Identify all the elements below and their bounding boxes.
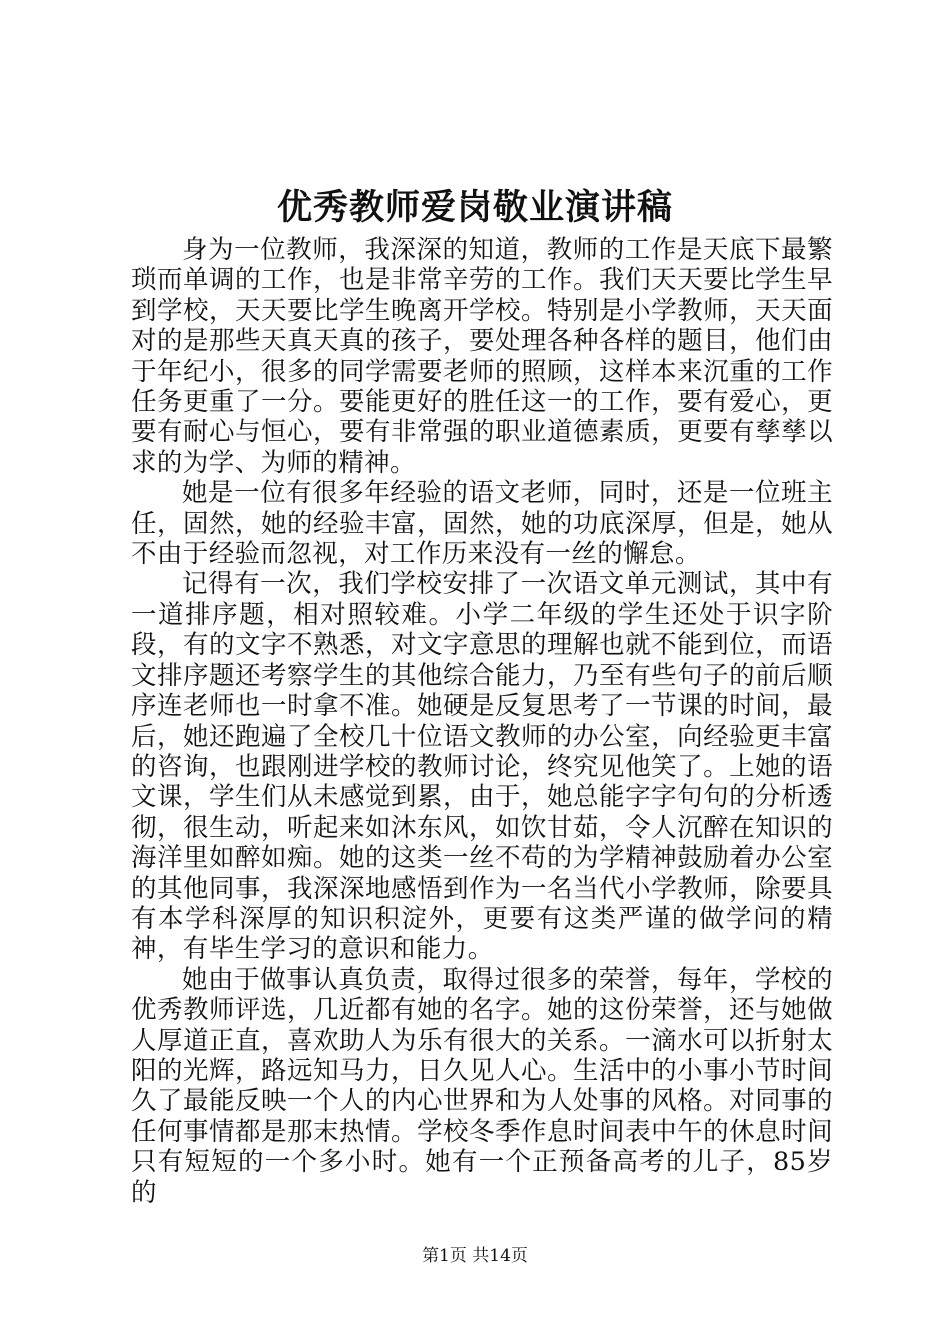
document-title: 优秀教师爱岗敬业演讲稿	[276, 187, 673, 228]
paragraph-1: 身为一位教师，我深深的知道，教师的工作是天底下最繁琐而单调的工作，也是非常辛劳的工作。我们天天要比学生早到学校，天天要比学生晚离开学校。特别是小学教师，天天面对的是那些天真天真的孩子，要处理各种各样的题目，他们由于年纪小，很多的同学需要老师的照顾，这样本来沉重的工作任务更重了一分。要能更好的胜任这一的工作，要有爱心，更要有耐心与恒心，要有非常强的职业道德素质，更要有孳孳以求的为学、为师的精神。	[131, 235, 833, 478]
paragraph-2: 她是一位有很多年经验的语文老师，同时，还是一位班主任，固然，她的经验丰富，固然，她的功底深厚，但是，她从不由于经验而忽视，对工作历来没有一丝的懈怠。	[131, 478, 833, 570]
document-body	[131, 235, 833, 1208]
page-number: 第1页 共14页	[422, 1246, 528, 1266]
paragraph-3: 记得有一次，我们学校安排了一次语文单元测试，其中有一道排序题，相对照较难。小学二年级的学生还处于识字阶段，有的文字不熟悉，对文字意思的理解也就不能到位，而语文排序题还考察学生的其他综合能力，乃至有些句子的前后顺序连老师也一时拿不准。她硬是反复思考了一节课的时间，最后，她还跑遍了全校几十位语文教师的办公室，向经验更丰富的咨询，也跟刚进学校的教师讨论，终究见他笑了。上她的语文课，学生们从未感觉到累，由于，她总能字字句句的分析透彻，很生动，听起来如沐东风，如饮甘茹，令人沉醉在知识的海洋里如醉如痴。她的这类一丝不苟的为学精神鼓励着办公室的其他同事，我深深地感悟到作为一名当代小学教师，除要具有本学科深厚的知识积淀外，更要有这类严谨的做学问的精神，有毕生学习的意识和能力。	[131, 569, 833, 965]
paragraph-4: 她由于做事认真负责，取得过很多的荣誉，每年，学校的优秀教师评选，几近都有她的名字。她的这份荣誉，还与她做人厚道正直，喜欢助人为乐有很大的关系。一滴水可以折射太阳的光辉，路远知马力，日久见人心。生活中的小事小节时间久了最能反映一个人的内心世界和为人处事的风格。对同事的任何事情都是那末热情。学校冬季作息时间表中午的休息时间只有短短的一个多小时。她有一个正预备高考的儿子，85岁的	[131, 964, 833, 1208]
